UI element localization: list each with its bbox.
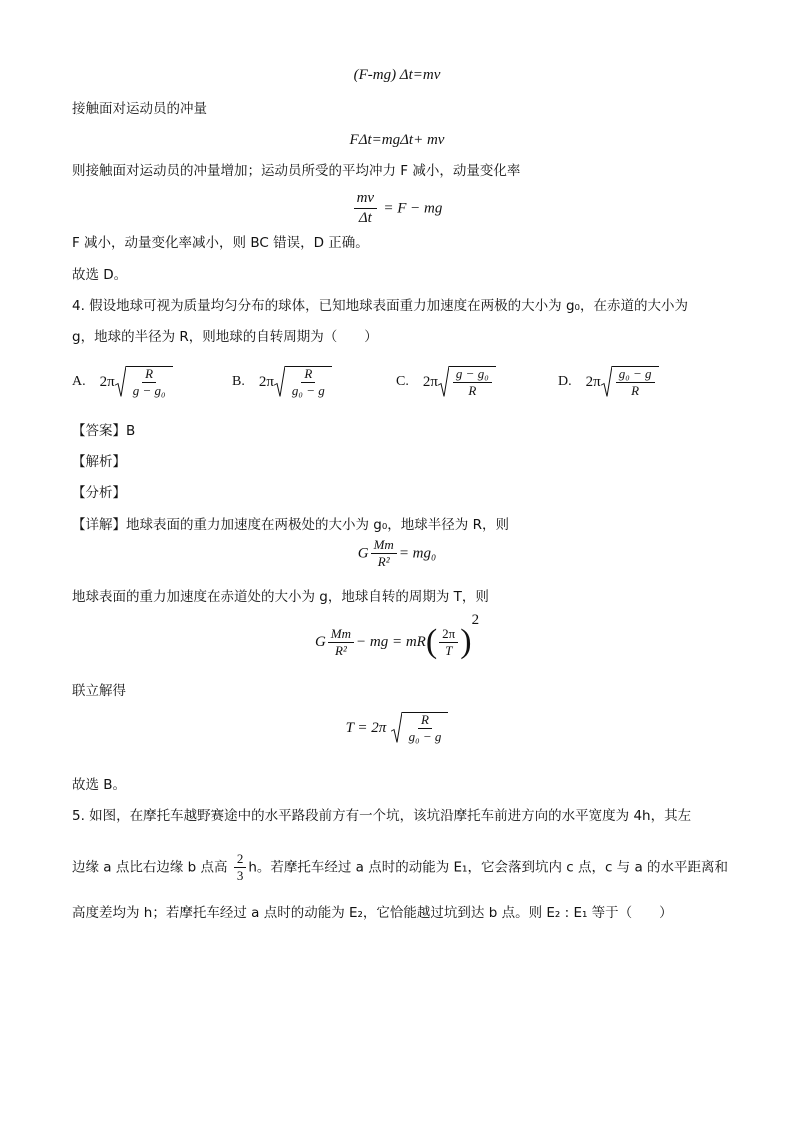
option-c[interactable]: C. 2π $\frac{\text{g − g₀}}{R}$ — [396, 360, 496, 404]
equation-period-result: T = 2π $\frac{R}{\text{g₀ − g}}$ — [0, 712, 794, 744]
sqrt-symbol: $\frac{R}{\text{g − g₀}}$ — [115, 366, 173, 398]
fraction-mm-r2: $\frac{Mm}{\text{R²}}$ — [328, 627, 354, 658]
paragraph-impulse-intro: 接触面对运动员的冲量 — [72, 101, 207, 117]
paragraph-equator: 地球表面的重力加速度在赤道处的大小为 g，地球自转的周期为 T，则 — [72, 589, 489, 605]
equation-gravity-pole: G $\frac{Mm}{\text{R²}}$ = mg₀ — [357, 537, 437, 569]
equation-text: FΔt=mgΔt+ mv — [349, 132, 445, 148]
fraction-mv-dt: $\frac{mv}{\Delta t}$ — [354, 190, 378, 227]
paragraph-solve: 联立解得 — [72, 683, 126, 699]
fenxi-label: 【分析】 — [72, 485, 126, 501]
paragraph-conclusion: F 减小，动量变化率减小，则 BC 错误，D 正确。 — [72, 235, 369, 251]
equation-text: (F-mg) Δt=mv — [353, 67, 441, 83]
fraction-2pi-t: $\frac{2\pi}{T}$ — [439, 627, 458, 658]
sqrt-symbol: $\frac{\text{g₀ − g}}{R}$ — [601, 366, 659, 398]
answer-label: 【答案】B — [72, 423, 136, 439]
paragraph-choose-b: 故选 B。 — [72, 777, 127, 793]
question-4-line1: 4. 假设地球可视为质量均匀分布的球体，已知地球表面重力加速度在两极的大小为 g₀，在赤道的大小为 — [72, 298, 688, 314]
equation-momentum-rate — [0, 190, 794, 227]
question-4-line2: g，地球的半径为 R，则地球的自转周期为（ ） — [72, 329, 378, 345]
equation-rhs: = F − mg — [383, 200, 443, 217]
sqrt-symbol: $\frac{R}{\text{g₀ − g}}$ — [274, 366, 332, 398]
fraction-mm-r2: $\frac{Mm}{\text{R²}}$ — [371, 538, 397, 569]
question-5-line1: 5. 如图，在摩托车越野赛途中的水平路段前方有一个坑，该坑沿摩托车前进方向的水平宽度为 4h，其左 — [72, 808, 692, 824]
option-a[interactable]: A. 2π $\frac{R}{\text{g − g₀}}$ — [72, 360, 173, 404]
equation-impulse — [0, 131, 794, 149]
sqrt-symbol: $\frac{\text{g − g₀}}{R}$ — [438, 366, 496, 398]
detail-paragraph: 【详解】地球表面的重力加速度在两极处的大小为 g₀，地球半径为 R，则 — [72, 517, 509, 533]
equation-momentum — [0, 66, 794, 84]
option-b[interactable]: B. 2π $\frac{R}{\text{g₀ − g}}$ — [232, 360, 332, 404]
question-5-line3: 高度差均为 h；若摩托车经过 a 点时的动能为 E₂，它恰能越过坑到达 b 点。则 E₂ : E₁ 等于（ ） — [72, 905, 673, 921]
paragraph-force-decrease: 则接触面对运动员的冲量增加；运动员所受的平均冲力 F 减小，动量变化率 — [72, 163, 521, 179]
question-5-line2: 边缘 a 点比右边缘 b 点高 $\frac{2}{3}$ h。若摩托车经过 a 点时的动能为 E₁，它会落到坑内 c 点，c 与 a 的水平距离和 — [72, 851, 729, 883]
fraction-two-thirds: $\frac{2}{3}$ — [234, 852, 247, 883]
analysis-label: 【解析】 — [72, 454, 126, 470]
equation-gravity-equator: G $\frac{Mm}{\text{R²}}$ − mg = mR( $\frac{2\pi}{T}$ )$^2$ — [314, 612, 480, 660]
option-d[interactable]: D. 2π $\frac{\text{g₀ − g}}{R}$ — [558, 360, 659, 404]
paragraph-choose-d: 故选 D。 — [72, 267, 128, 283]
sqrt-symbol: $\frac{R}{\text{g₀ − g}}$ — [391, 712, 449, 744]
